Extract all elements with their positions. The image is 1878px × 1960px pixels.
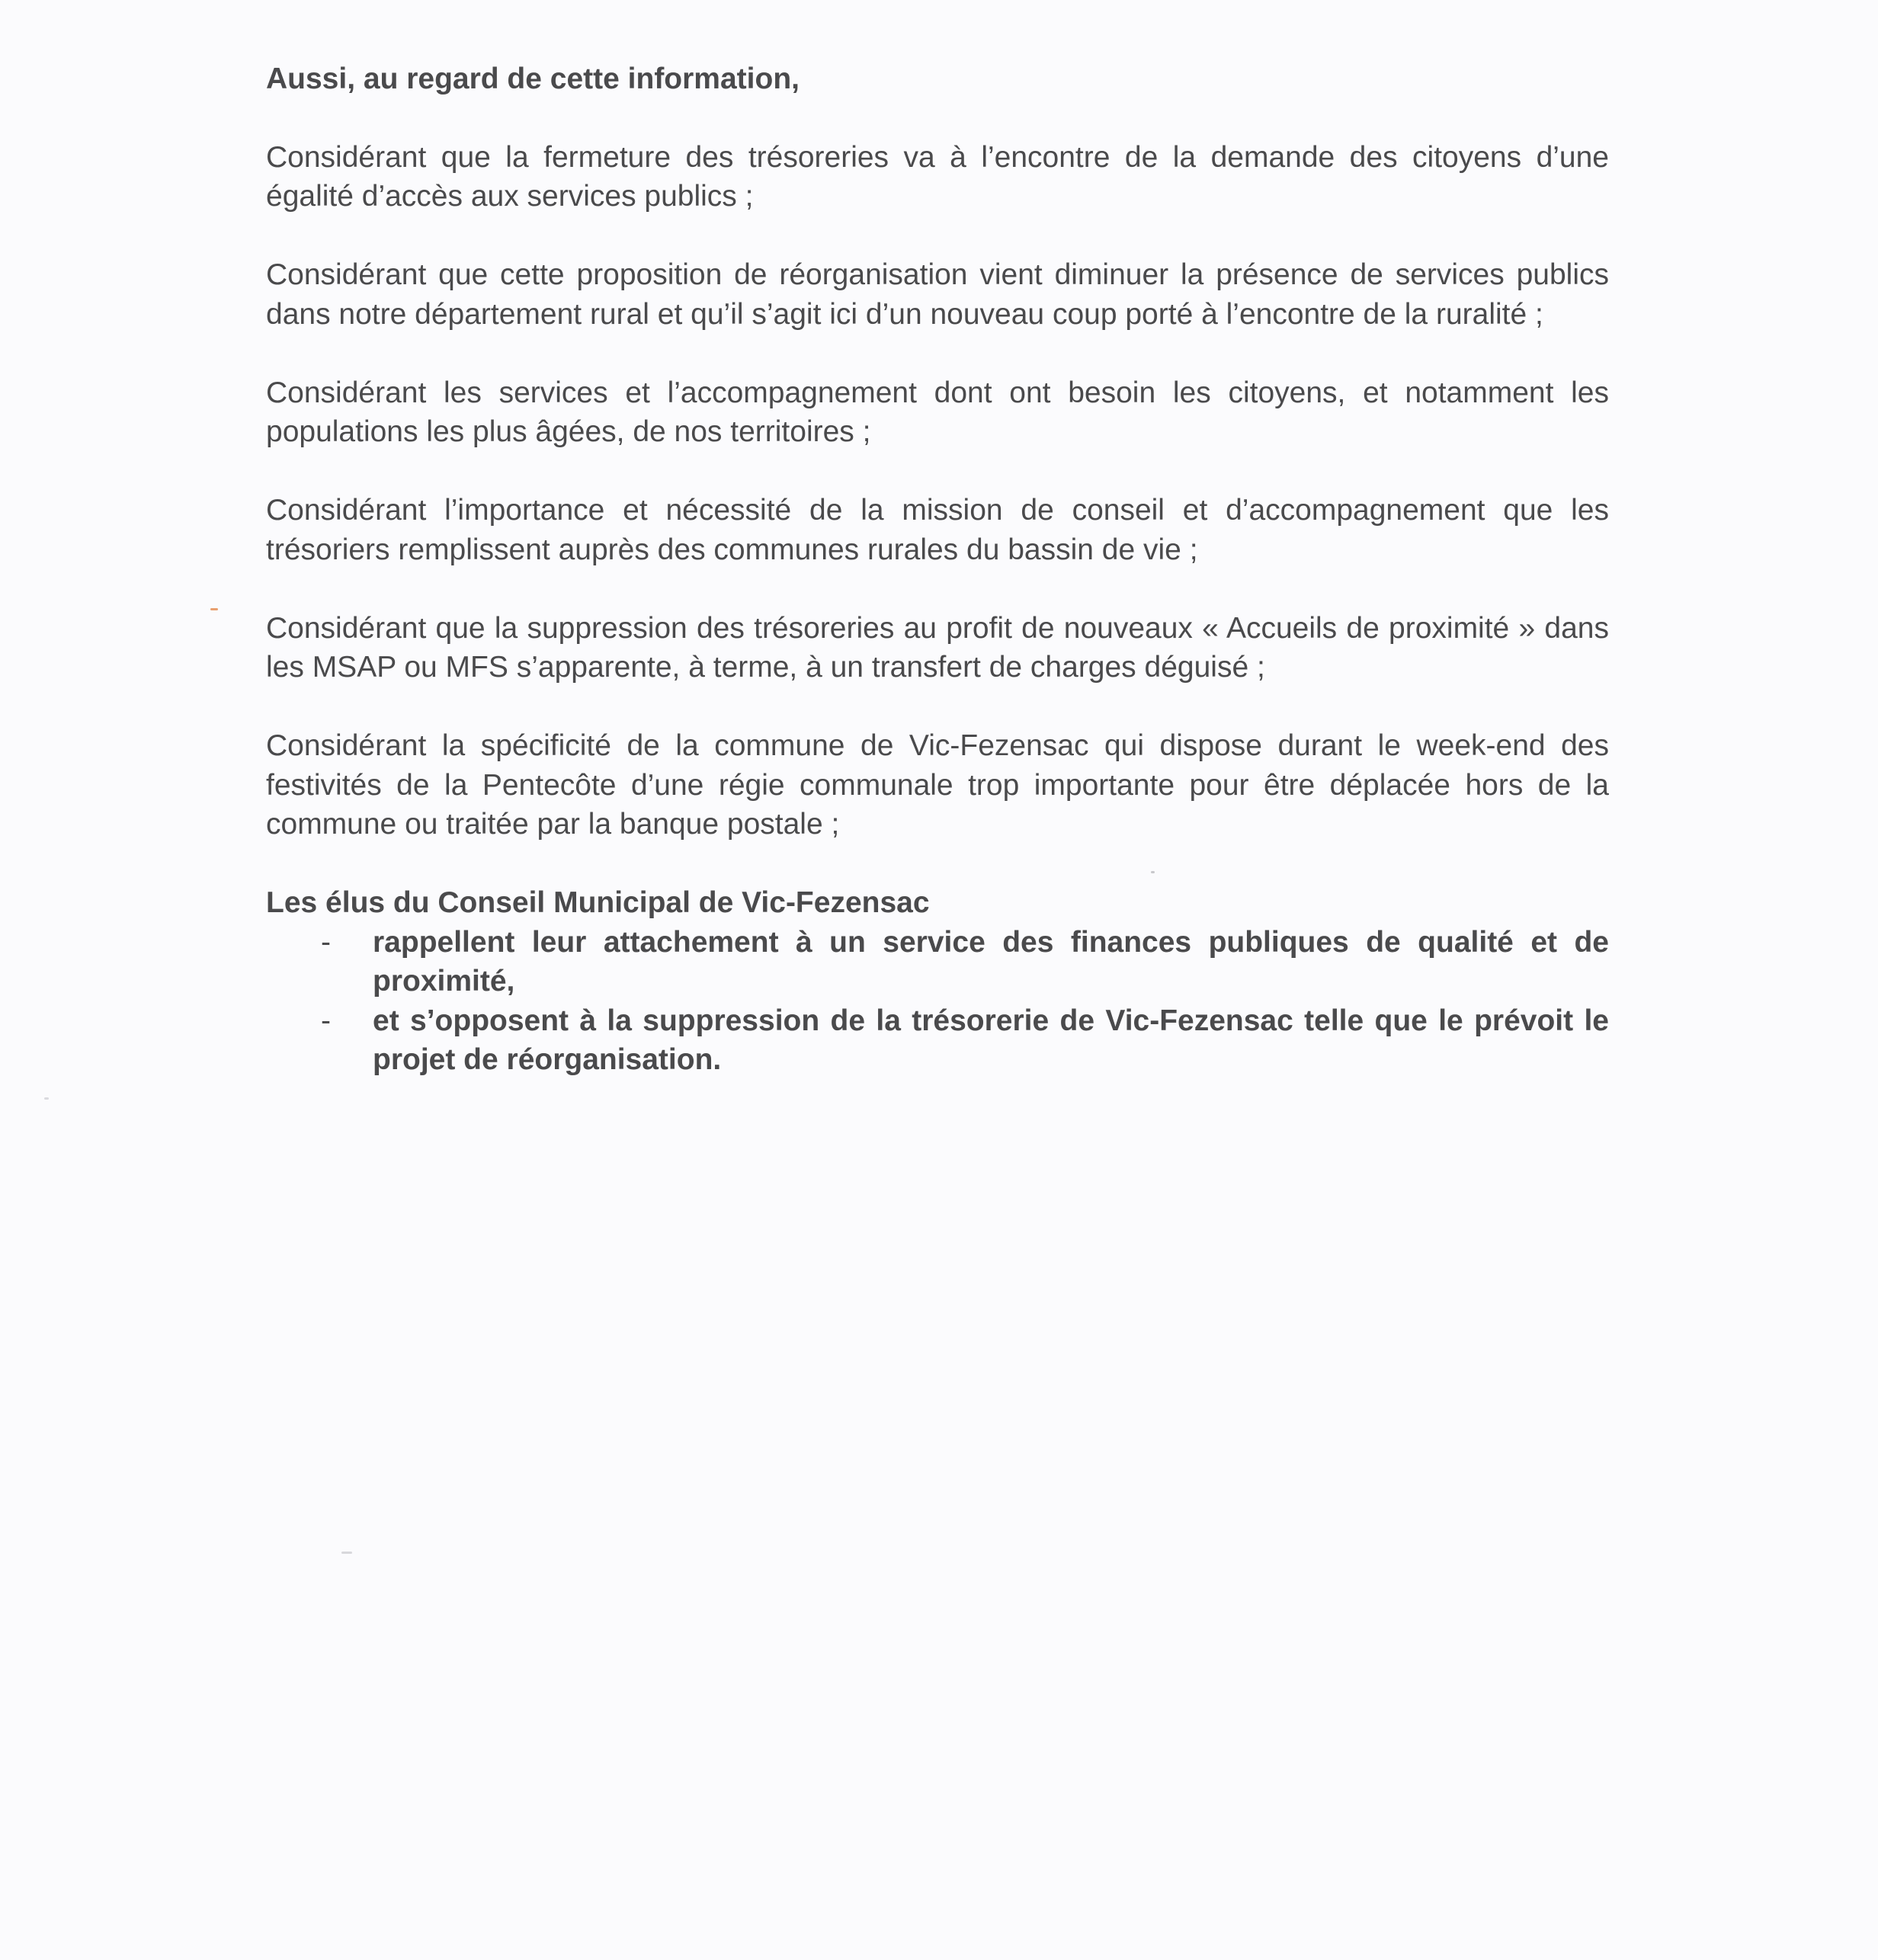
resolution-item-text: rappellent leur attachement à un service des finances publiques de qualité et de proximité,: [373, 925, 1609, 998]
resolution-title: Les élus du Conseil Municipal de Vic-Fezensac: [266, 886, 930, 919]
document-body: [266, 59, 1609, 1080]
paragraph-2: Considérant que cette proposition de réorganisation vient diminuer la présence de services publics dans notre département rural et qu’il s’agit ici d’un nouveau coup porté à l’encontre de la ruralité ;: [266, 258, 1609, 331]
paragraph-1: Considérant que la fermeture des trésoreries va à l’encontre de la demande des citoyens d’une égalité d’accès aux services publics ;: [266, 140, 1609, 213]
resolution-list: [266, 923, 1609, 1080]
scan-speck: [1151, 871, 1155, 873]
resolution-item-text: et s’opposent à la suppression de la trésorerie de Vic-Fezensac telle que le prévoit le projet de réorganisation.: [373, 1004, 1609, 1076]
paragraph-5: Considérant que la suppression des trésoreries au profit de nouveaux « Accueils de proximité » dans les MSAP ou MFS s’apparente, à terme, à un transfert de charges déguisé ;: [266, 611, 1609, 684]
document-heading: Aussi, au regard de cette information,: [266, 62, 800, 95]
resolution-item: [266, 1001, 1609, 1080]
paragraph-6: Considérant la spécificité de la commune de Vic-Fezensac qui dispose durant le week-end des festivités de la Pentecôte d’une régie communale trop importante pour être déplacée hors de la commune ou traitée par la banque postale ;: [266, 729, 1609, 841]
bullet-dash: -: [321, 925, 331, 959]
scan-speck: [341, 1552, 352, 1554]
paragraph-3: Considérant les services et l’accompagnement dont ont besoin les citoyens, et notamment les populations les plus âgées, de nos territoires ;: [266, 376, 1609, 448]
scan-speck: [210, 608, 218, 610]
resolution-item: [266, 923, 1609, 1001]
scan-speck: [44, 1097, 49, 1100]
bullet-dash: -: [321, 1004, 331, 1037]
paragraph-4: Considérant l’importance et nécessité de la mission de conseil et d’accompagnement que les trésoriers remplissent auprès des communes rurales du bassin de vie ;: [266, 494, 1609, 566]
